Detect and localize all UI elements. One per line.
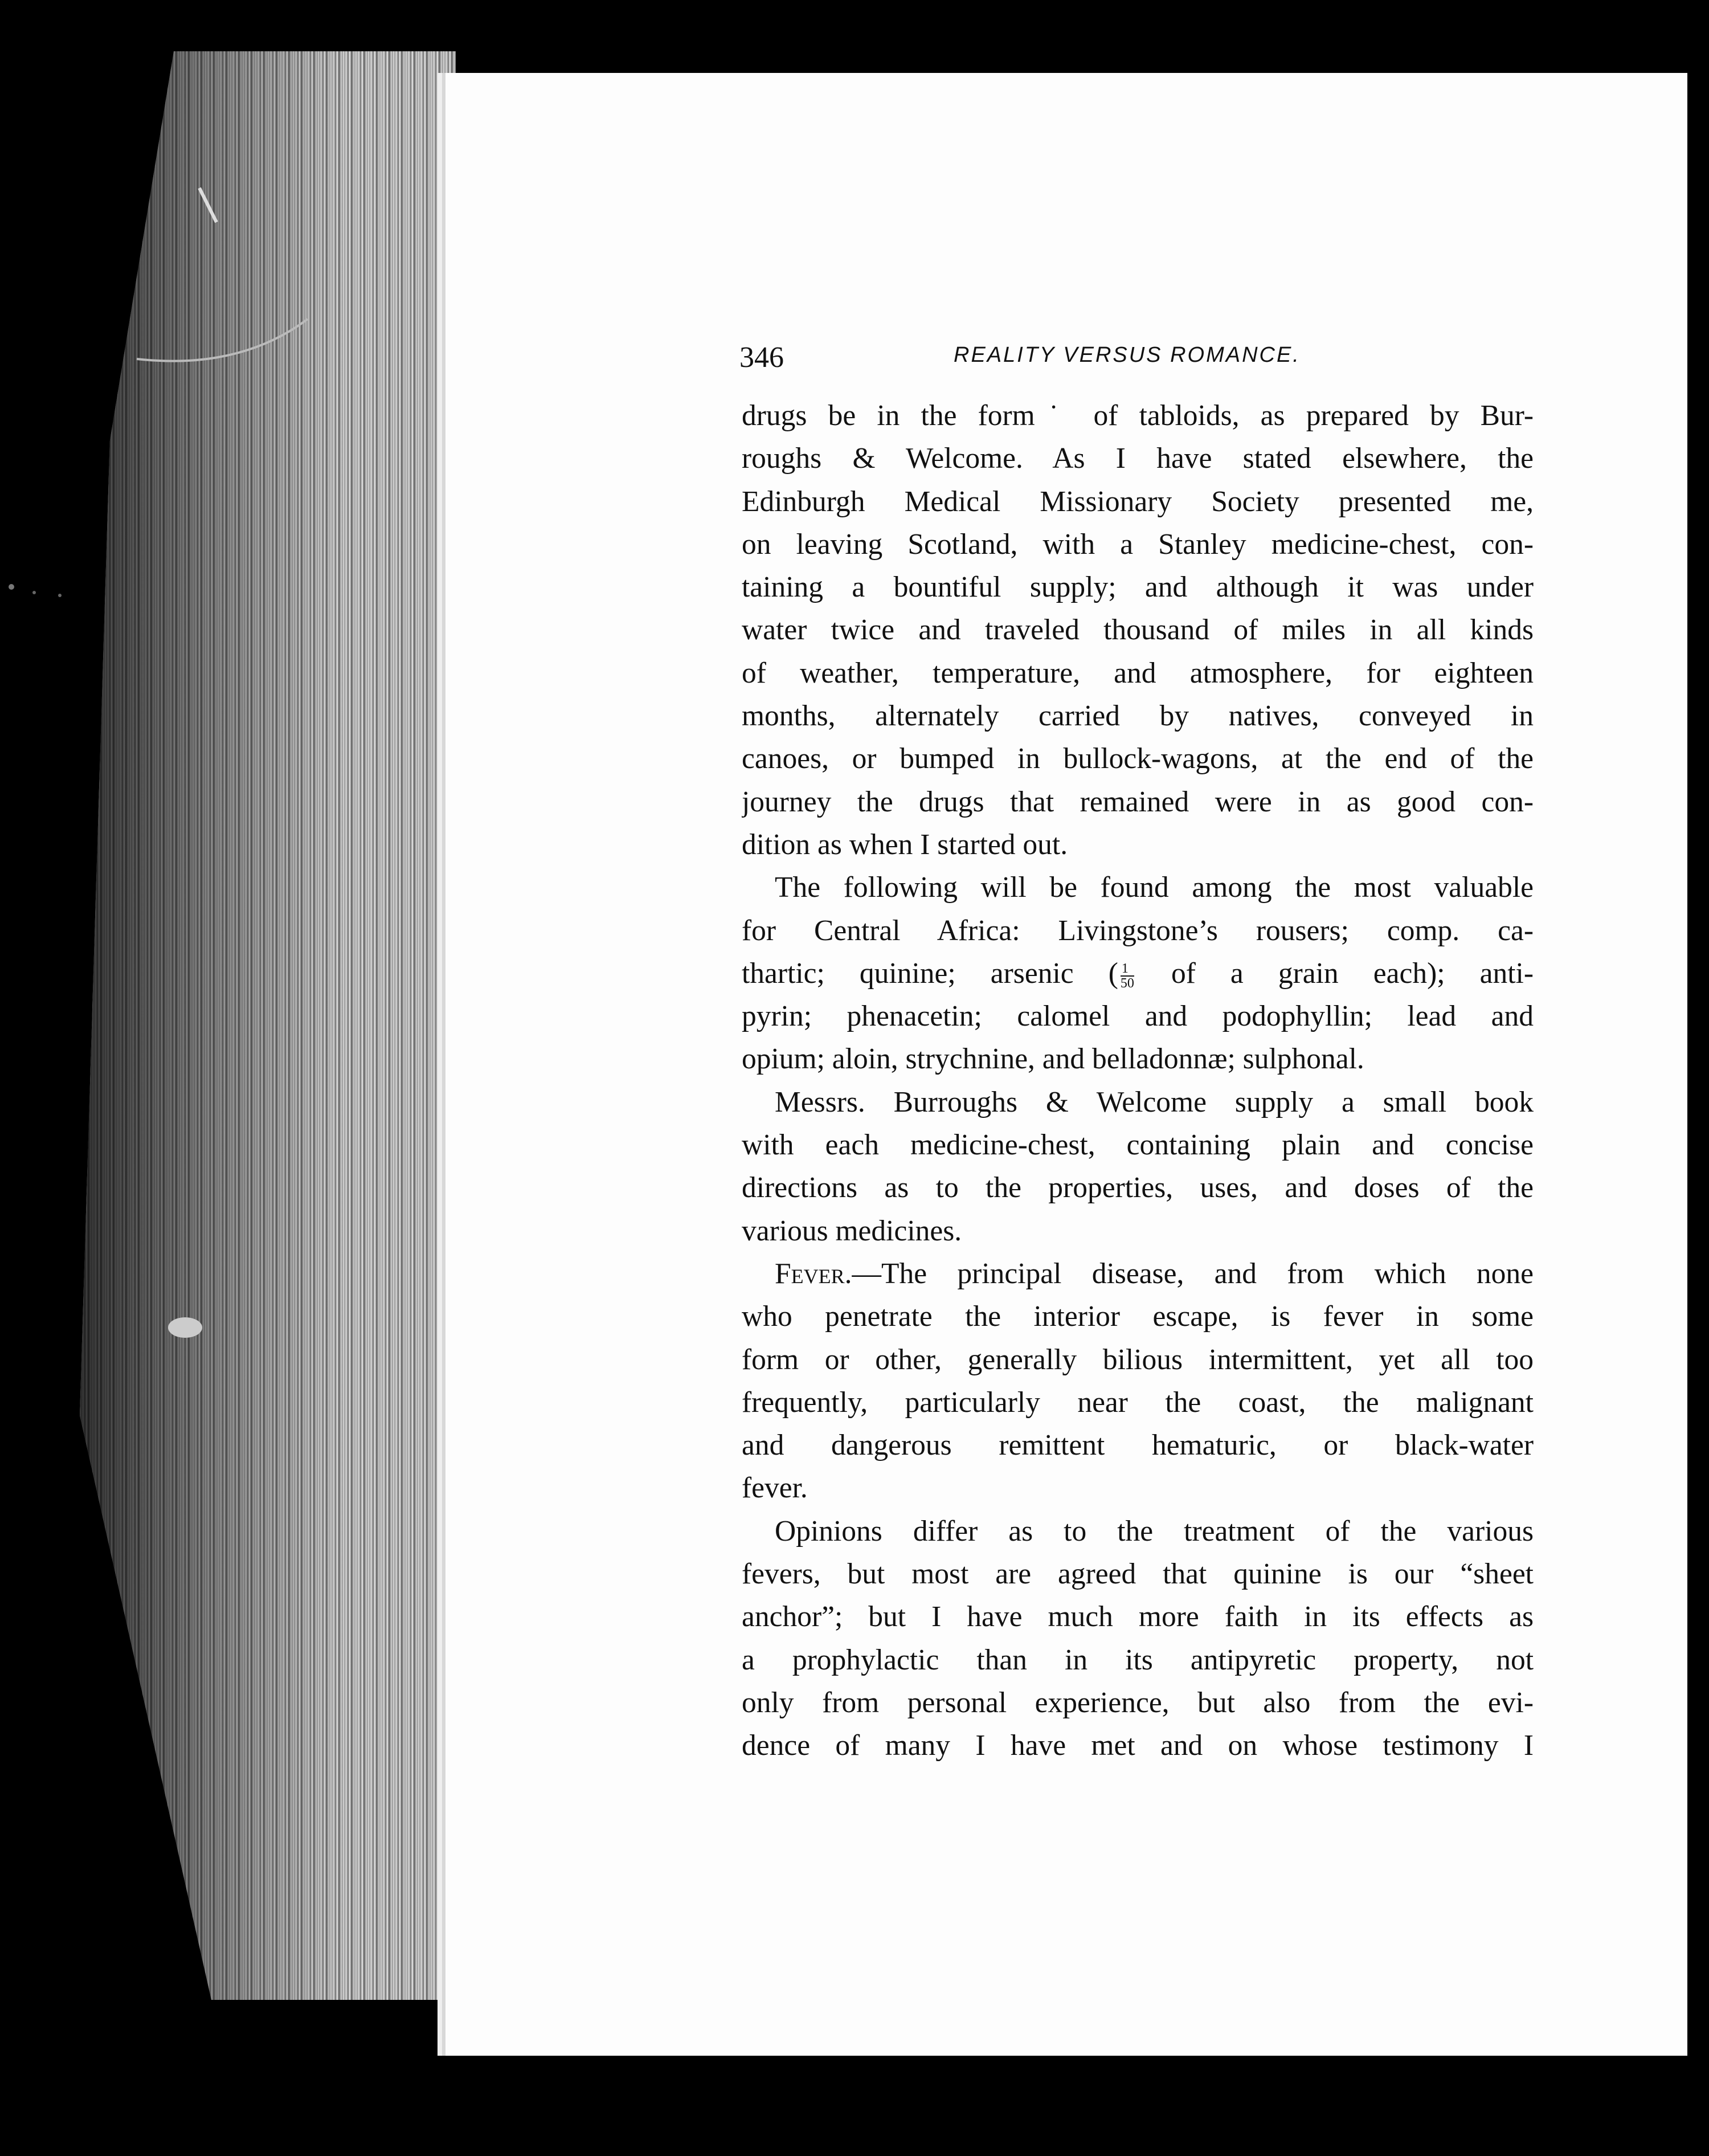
paragraph-1 bbox=[742, 394, 1534, 866]
text-line: roughs & Welcome. As I have stated elsewhere, the bbox=[742, 442, 1534, 475]
paragraph-3 bbox=[742, 1081, 1534, 1252]
text-line-with-fraction bbox=[742, 952, 1534, 995]
text-line-with-lead bbox=[742, 1252, 1534, 1295]
text-line: for Central Africa: Livingstone’s rousers; comp. ca- bbox=[742, 914, 1534, 947]
text-line: various medicines. bbox=[742, 1214, 962, 1247]
paragraph-4 bbox=[742, 1252, 1534, 1510]
text-line: The following will be found among the most valuable bbox=[775, 871, 1534, 904]
page-number: 346 bbox=[739, 341, 784, 374]
text-line: on leaving Scotland, with a Stanley medicine-chest, con- bbox=[742, 528, 1534, 561]
scan-speck bbox=[9, 584, 14, 590]
text-line: directions as to the properties, uses, and doses of the bbox=[742, 1171, 1534, 1204]
paragraph-2 bbox=[742, 866, 1534, 1080]
text-line: fevers, but most are agreed that quinine is our “sheet bbox=[742, 1558, 1534, 1591]
fraction-denominator: 50 bbox=[1120, 976, 1134, 991]
text-segment: —The principal disease, and from which none bbox=[852, 1257, 1534, 1290]
text-line: months, alternately carried by natives, conveyed in bbox=[742, 700, 1534, 733]
text-line: frequently, particularly near the coast, the malignant bbox=[742, 1386, 1534, 1419]
text-line: opium; aloin, strychnine, and belladonnæ; sulphonal. bbox=[742, 1043, 1364, 1076]
text-line: canoes, or bumped in bullock-wagons, at the end of the bbox=[742, 742, 1534, 775]
text-line: a prophylactic than in its antipyretic property, not bbox=[742, 1643, 1534, 1676]
paragraph-5 bbox=[742, 1510, 1534, 1767]
text-segment: of a grain each); anti- bbox=[1136, 957, 1534, 990]
text-line: drugs be in the form˙ of tabloids, as prepared by Bur- bbox=[742, 399, 1534, 432]
body-text bbox=[742, 394, 1534, 1767]
section-lead-word: Fever. bbox=[775, 1257, 852, 1290]
running-head bbox=[739, 341, 1537, 375]
text-line: fever. bbox=[742, 1472, 808, 1505]
text-line: anchor”; but I have much more faith in its effects as bbox=[742, 1600, 1534, 1634]
text-line: dition as when I started out. bbox=[742, 828, 1068, 861]
scan-speck bbox=[58, 594, 62, 597]
text-segment: thartic; quinine; arsenic ( bbox=[742, 957, 1118, 990]
text-line: journey the drugs that remained were in as good con- bbox=[742, 785, 1534, 818]
page-edges-shadow bbox=[80, 51, 456, 2000]
text-line: pyrin; phenacetin; calomel and podophyllin; lead and bbox=[742, 1000, 1534, 1033]
text-line: taining a bountiful supply; and although it was under bbox=[742, 571, 1534, 604]
running-head-title: REALITY VERSUS ROMANCE. bbox=[954, 343, 1301, 367]
text-line: form or other, generally bilious intermittent, yet all too bbox=[742, 1343, 1534, 1376]
text-line: Opinions differ as to the treatment of the various bbox=[775, 1514, 1534, 1547]
fraction-numerator: 1 bbox=[1121, 962, 1134, 977]
scan-speck bbox=[32, 591, 36, 594]
text-line: only from personal experience, but also from the evi- bbox=[742, 1686, 1534, 1719]
text-line: with each medicine-chest, containing plain and concise bbox=[742, 1129, 1534, 1162]
text-line: who penetrate the interior escape, is fever in some bbox=[742, 1300, 1534, 1333]
text-line: of weather, temperature, and atmosphere, for eighteen bbox=[742, 656, 1534, 689]
text-line: Edinburgh Medical Missionary Society presented me, bbox=[742, 485, 1534, 518]
text-line: and dangerous remittent hematuric, or black-water bbox=[742, 1429, 1534, 1462]
text-line: water twice and traveled thousand of miles in all kinds bbox=[742, 614, 1534, 647]
text-line: Messrs. Burroughs & Welcome supply a small book bbox=[775, 1085, 1534, 1118]
fraction bbox=[1121, 962, 1134, 990]
text-line: dence of many I have met and on whose testimony I bbox=[742, 1729, 1534, 1762]
